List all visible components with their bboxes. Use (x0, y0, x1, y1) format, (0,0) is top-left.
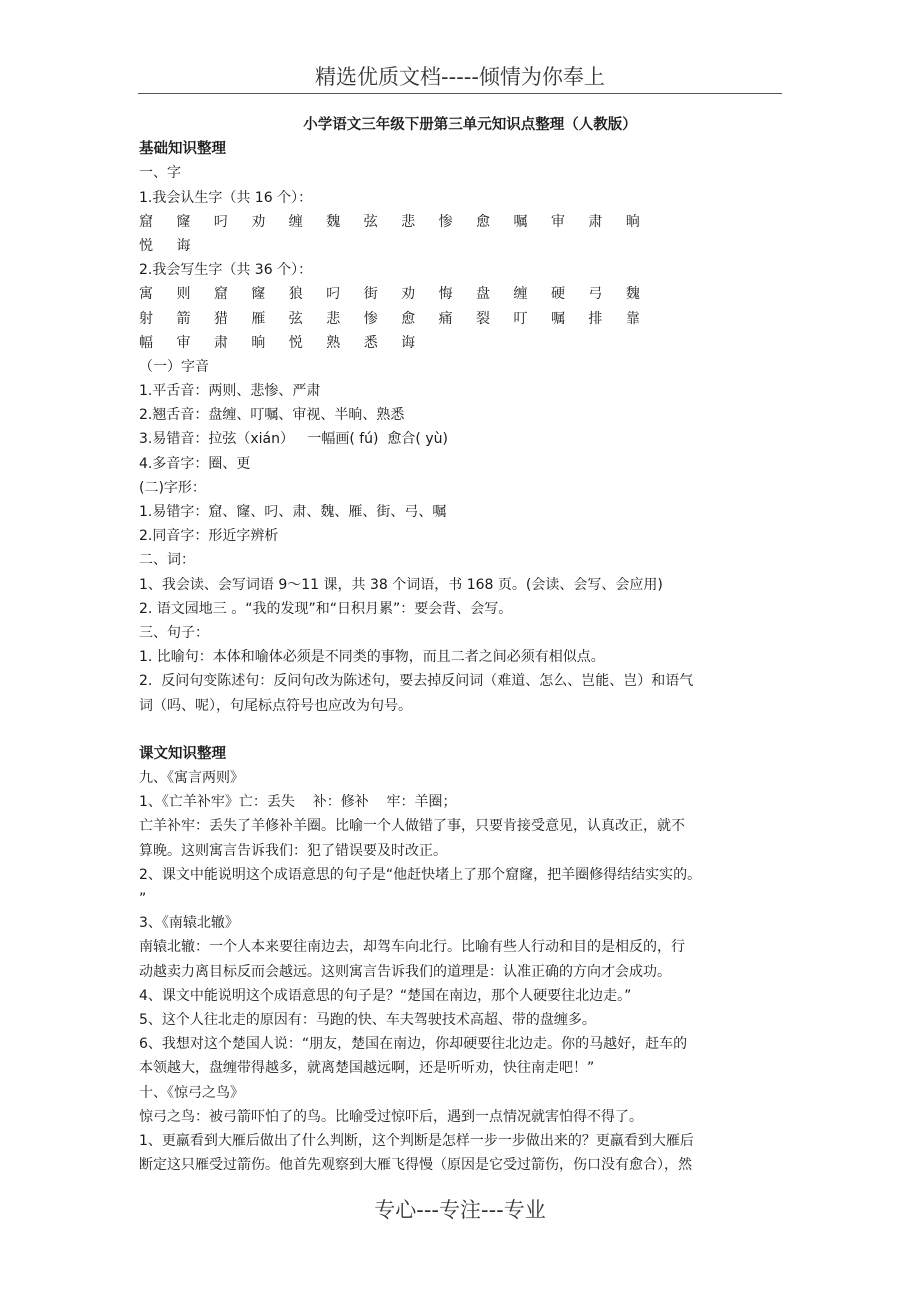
header-divider (138, 93, 782, 94)
text-line: 2.翘舌音：盘缠、叮嘱、审视、半晌、熟悉 (139, 407, 405, 424)
section-heading-basics: 基础知识整理 (139, 141, 226, 158)
text-line: 动越卖力离目标反而会越远。这则寓言告诉我们的道理是：认准正确的方向才会成功。 (139, 963, 671, 980)
text-line: 2.同音字：形近字辨析 (139, 528, 279, 545)
text-line: 本领越大，盘缠带得越多，就离楚国越远啊，还是听听劝，快往南走吧！” (139, 1060, 595, 1077)
char-list-line: 幅 审 肃 晌 悦 熟 悉 诲 (139, 334, 416, 351)
page-header: 精选优质文档-----倾情为你奉上 (315, 65, 605, 89)
text-line: 3、《南辕北辙》 (139, 915, 239, 932)
text-line: 2. 反问句变陈述句：反问句改为陈述句，要去掉反问词（难道、怎么、岂能、岂）和语气 (139, 673, 694, 690)
text-line: 九、《寓言两则》 (139, 770, 244, 787)
text-line: 1. 比喻句：本体和喻体必须是不同类的事物，而且二者之间必须有相似点。 (139, 649, 605, 666)
blank-line (139, 718, 801, 742)
text-line: 4、课文中能说明这个成语意思的句子是？“楚国在南边，那个人硬要往北边走。” (139, 987, 632, 1004)
text-line: 1.易错字：窟、窿、叼、肃、魏、雁、街、弓、嘱 (139, 504, 447, 520)
text-line: （一）字音 (139, 358, 209, 375)
text-line: 亡羊补牢：丢失了羊修补羊圈。比喻一个人做错了事，只要肯接受意见，认真改正，就不 (139, 818, 685, 835)
text-line: 词（吗、呢），句尾标点符号也应改为句号。 (139, 697, 412, 714)
text-line: 2. 语文园地三 。“我的发现”和“日积月累”：要会背、会写。 (139, 600, 513, 617)
text-line: (二)字形： (139, 479, 206, 496)
text-line: 2.我会写生字（共 36 个）： (139, 262, 313, 279)
section-heading-lessons: 课文知识整理 (139, 745, 226, 762)
text-line: 2、课文中能说明这个成语意思的句子是“他赶快堵上了那个窟窿，把羊圈修得结结实实的。 (139, 866, 702, 883)
text-line: 1.平舌音：两则、悲惨、严肃 (139, 383, 321, 400)
text-line: 十、《惊弓之鸟》 (139, 1084, 244, 1101)
text-line: 断定这只雁受过箭伤。他首先观察到大雁飞得慢（原因是它受过箭伤，伤口没有愈合），然 (139, 1157, 692, 1174)
char-list-line: 射 箭 猎 雁 弦 悲 惨 愈 痛 裂 叮 嘱 排 靠 (139, 310, 640, 327)
text-line: 一、字 (139, 165, 181, 182)
text-line: 6、我想对这个楚国人说：“朋友，楚国在南边，你却硬要往北边走。你的马越好，赶车的 (139, 1036, 688, 1053)
text-line: 3.易错音：拉弦（xián） 一幅画( fú) 愈合( yù) (139, 431, 448, 448)
text-line: ” (139, 891, 147, 907)
char-list-line: 窟 窿 叼 劝 缠 魏 弦 悲 惨 愈 嘱 审 肃 晌 (139, 213, 640, 230)
text-line: 1、我会读、会写词语 9～11 课，共 38 个词语，书 168 页。(会读、会写、会应用) (139, 576, 663, 593)
text-line: 二、词： (139, 552, 195, 569)
char-list-line: 寓 则 窟 窿 狼 叼 街 劝 悔 盘 缠 硬 弓 魏 (139, 286, 640, 303)
text-line: 惊弓之鸟：被弓箭吓怕了的鸟。比喻受过惊吓后，遇到一点情况就害怕得不得了。 (139, 1108, 643, 1125)
text-line: 算晚。这则寓言告诉我们：犯了错误要及时改正。 (139, 842, 447, 859)
char-list-line: 悦 诲 (139, 237, 191, 254)
text-line: 三、句子： (139, 624, 209, 641)
text-line: 南辕北辙：一个人本来要往南边去，却驾车向北行。比喻有些人行动和目的是相反的，行 (139, 939, 685, 956)
text-line: 4.多音字：圈、更 (139, 455, 251, 472)
text-line: 1、更羸看到大雁后做出了什么判断，这个判断是怎样一步一步做出来的？更羸看到大雁后 (139, 1132, 694, 1149)
page-footer: 专心---专注---专业 (374, 1198, 546, 1222)
document-title: 小学语文三年级下册第三单元知识点整理（人教版） (303, 117, 637, 133)
text-line: 1、《亡羊补牢》亡：丢失 补：修补 牢：羊圈； (139, 794, 457, 811)
text-line: 1.我会认生字（共 16 个）： (139, 189, 313, 206)
text-line: 5、这个人往北走的原因有：马跑的快、车夫驾驶技术高超、带的盘缠多。 (139, 1011, 596, 1028)
document-body (139, 113, 801, 1177)
